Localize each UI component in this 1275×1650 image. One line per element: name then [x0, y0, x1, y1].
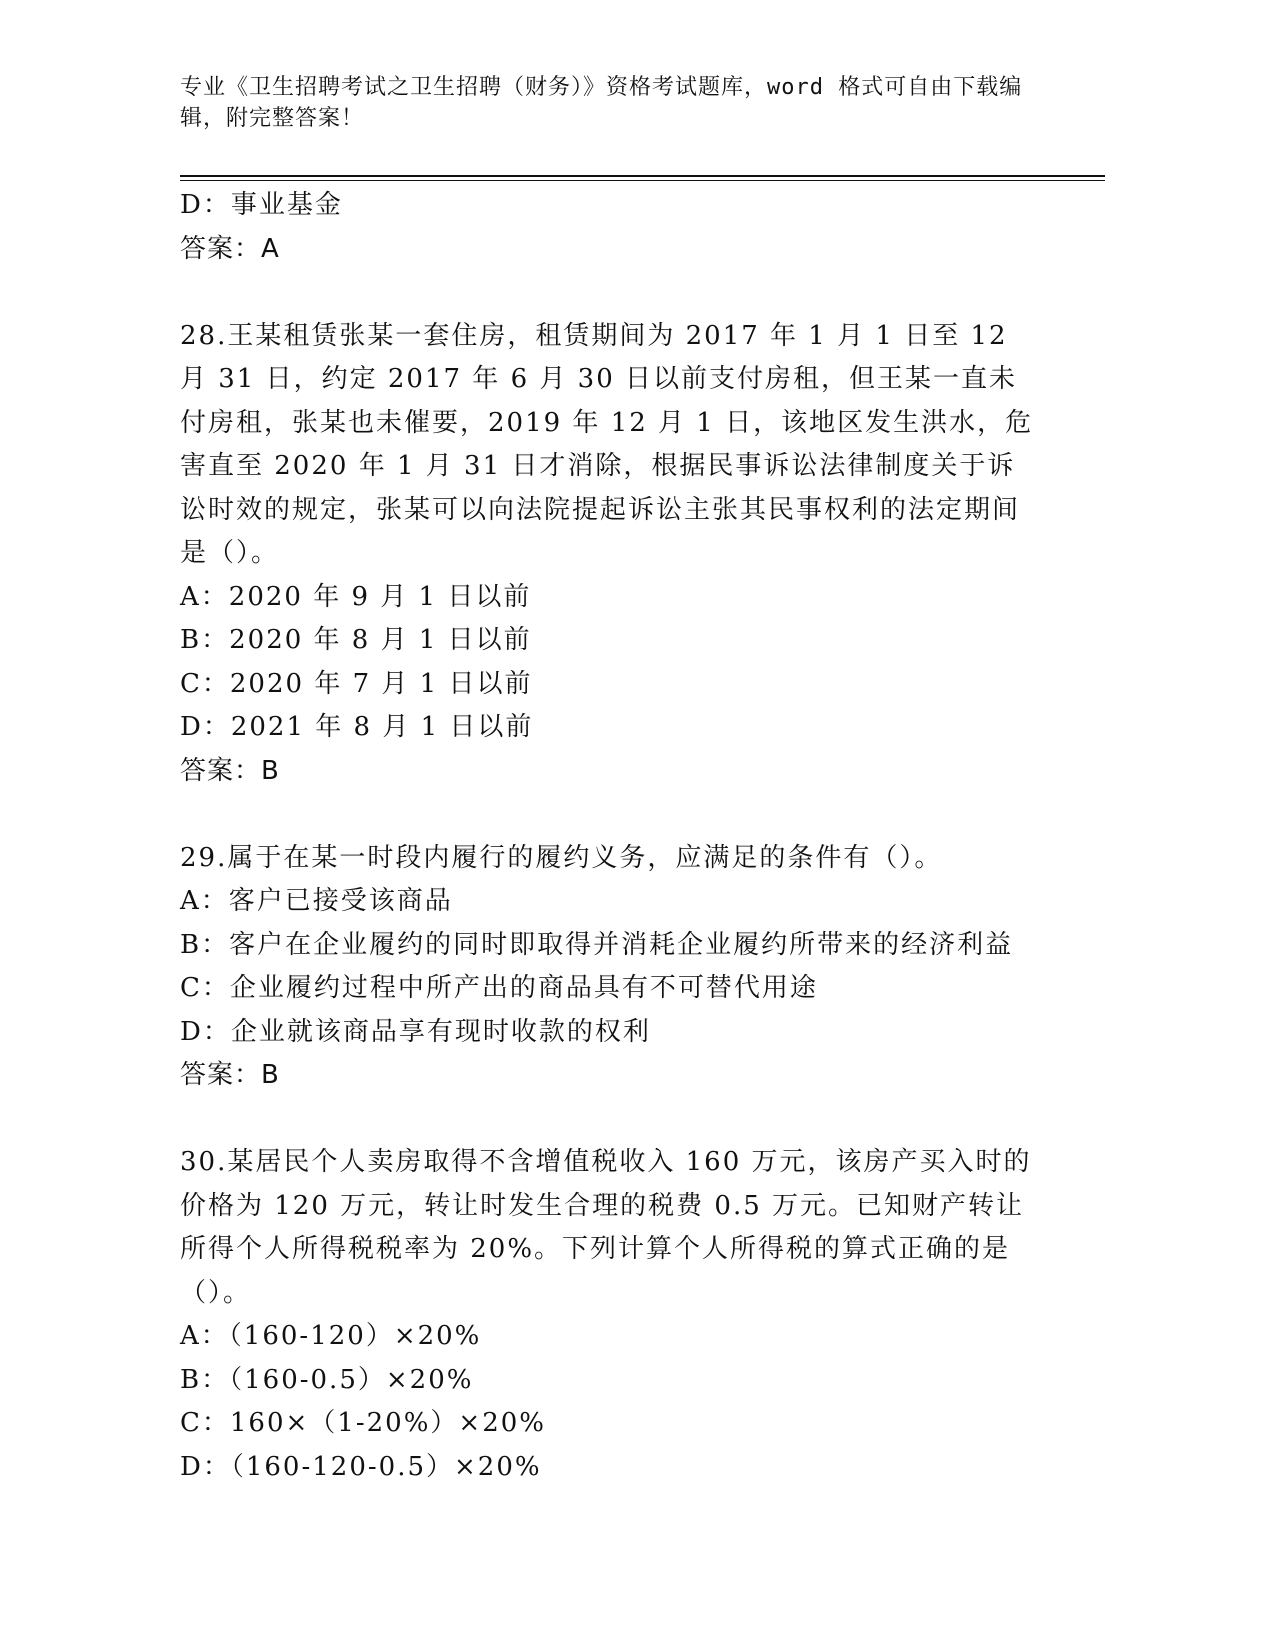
- q28-option-c: C：2020 年 7 月 1 日以前: [180, 668, 533, 699]
- q28-option-a: A：2020 年 9 月 1 日以前: [180, 581, 532, 612]
- q30-option-b: B：（160-0.5）×20%: [180, 1364, 474, 1395]
- spacer: [180, 271, 1040, 315]
- q29-option-b: B：客户在企业履约的同时即取得并消耗企业履约所带来的经济利益: [180, 929, 1014, 960]
- q30-option-c: C：160×（1-20%）×20%: [180, 1408, 546, 1438]
- q30-option-d: D：（160-120-0.5）×20%: [180, 1451, 542, 1482]
- spacer: [180, 1098, 1040, 1142]
- q28-answer: 答案：B: [180, 755, 280, 786]
- header-divider-thick: [180, 175, 1105, 177]
- q29-option-d: D：企业就该商品享有现时收款的权利: [180, 1016, 651, 1047]
- q29-answer: 答案：B: [180, 1060, 280, 1090]
- header-divider-thin: [180, 180, 1105, 181]
- question-content: [180, 184, 1040, 1489]
- q30-stem: 30.某居民个人卖房取得不含增值税收入 160 万元，该房产买入时的价格为 120 万元，转让时发生合理的税费 0.5 万元。已知财产转让所得个人所得税税率为 20%。下列计算个人所得税的算式正确的是（）。: [180, 1147, 1032, 1308]
- spacer: [180, 793, 1040, 837]
- q29-option-a: A：客户已接受该商品: [180, 886, 453, 916]
- q28-option-d: D：2021 年 8 月 1 日以前: [180, 712, 534, 742]
- document-header: 专业《卫生招聘考试之卫生招聘（财务）》资格考试题库，word 格式可自由下载编辑，附完整答案！: [180, 75, 1023, 131]
- q27-answer: 答案：A: [180, 233, 280, 264]
- q29-stem: 29.属于在某一时段内履行的履约义务，应满足的条件有（）。: [180, 842, 943, 873]
- q28-stem: 28.王某租赁张某一套住房，租赁期间为 2017 年 1 月 1 日至 12 月 31 日，约定 2017 年 6 月 30 日以前支付房租，但王某一直未付房租，张某也未催要，2019 年 12 月 1 日，该地区发生洪水，危害直至 2020 年 1 月 31 日才消除，根据民事诉讼法律制度关于诉讼时效的规定，张某可以向法院提起诉讼主张其民事权利的法定期间是（）。: [180, 320, 1034, 568]
- q29-option-c: C：企业履约过程中所产出的商品具有不可替代用途: [180, 973, 818, 1003]
- q27-option-d: D：事业基金: [180, 190, 343, 220]
- q30-option-a: A：（160-120）×20%: [180, 1321, 482, 1351]
- q28-option-b: B：2020 年 8 月 1 日以前: [180, 625, 532, 655]
